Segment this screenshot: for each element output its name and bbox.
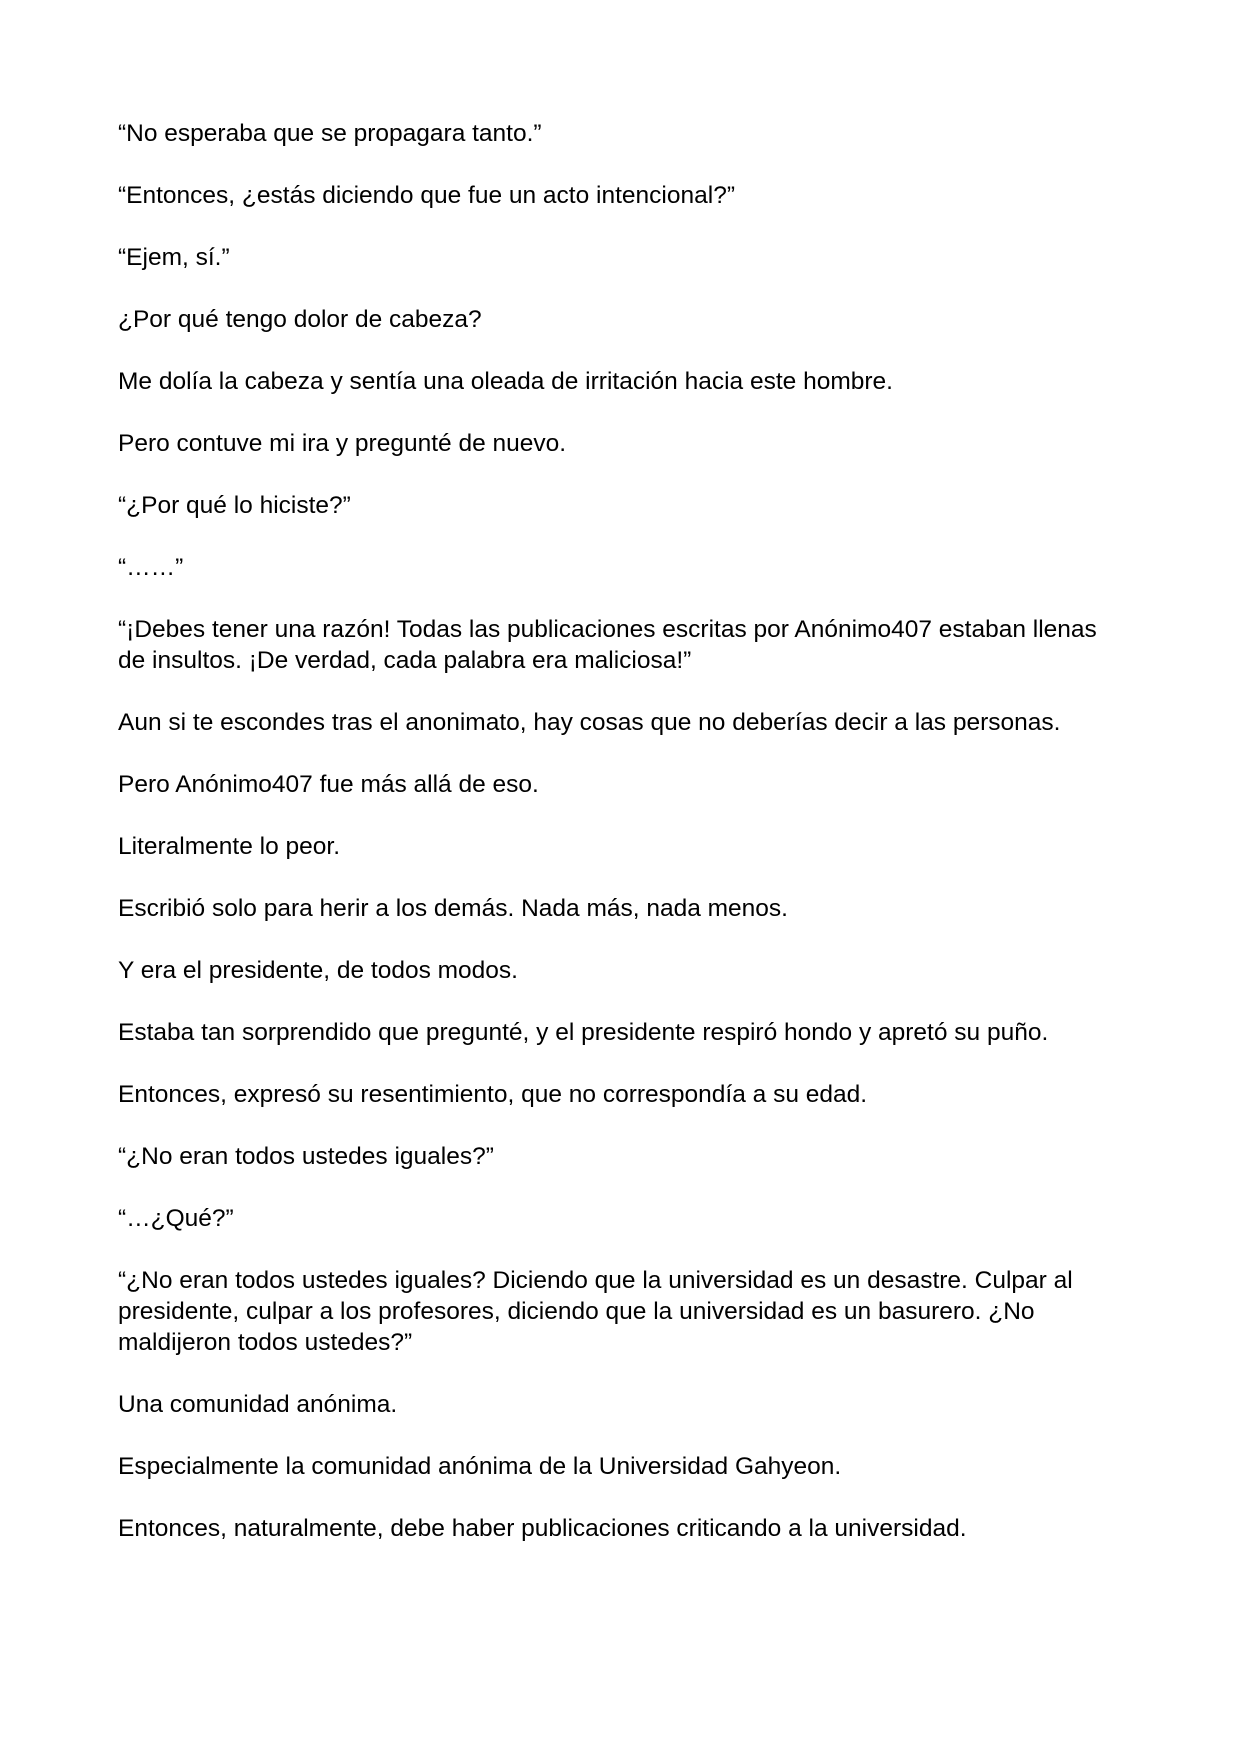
paragraph: “¿No eran todos ustedes iguales? Diciendo que la universidad es un desastre. Culpar al presidente, culpar a los profesores, diciendo que la universidad es un basurero. ¿No maldijeron todos ustedes?” xyxy=(118,1267,1073,1356)
paragraph: Escribió solo para herir a los demás. Nada más, nada menos. xyxy=(118,895,788,922)
paragraph: “…¿Qué?” xyxy=(118,1205,234,1232)
paragraph: Aun si te escondes tras el anonimato, hay cosas que no deberías decir a las personas. xyxy=(118,709,1061,736)
paragraph: Entonces, expresó su resentimiento, que no correspondía a su edad. xyxy=(118,1081,868,1108)
paragraph: “¿No eran todos ustedes iguales?” xyxy=(118,1143,494,1170)
paragraph: Literalmente lo peor. xyxy=(118,833,340,860)
paragraph: “Entonces, ¿estás diciendo que fue un acto intencional?” xyxy=(118,182,735,209)
paragraph: Entonces, naturalmente, debe haber publicaciones criticando a la universidad. xyxy=(118,1515,967,1542)
paragraph: “Ejem, sí.” xyxy=(118,244,230,271)
paragraph: “¿Por qué lo hiciste?” xyxy=(118,492,351,519)
paragraph: Estaba tan sorprendido que pregunté, y el presidente respiró hondo y apretó su puño. xyxy=(118,1019,1049,1046)
paragraph: Pero Anónimo407 fue más allá de eso. xyxy=(118,771,539,798)
paragraph: “No esperaba que se propagara tanto.” xyxy=(118,120,542,147)
paragraph: “¡Debes tener una razón! Todas las publicaciones escritas por Anónimo407 estaban llenas de insultos. ¡De verdad, cada palabra era maliciosa!” xyxy=(118,616,1097,674)
paragraph: ¿Por qué tengo dolor de cabeza? xyxy=(118,306,482,333)
paragraph: Y era el presidente, de todos modos. xyxy=(118,957,518,984)
paragraph: “……” xyxy=(118,554,184,581)
paragraph: Especialmente la comunidad anónima de la Universidad Gahyeon. xyxy=(118,1453,842,1480)
paragraph: Me dolía la cabeza y sentía una oleada de irritación hacia este hombre. xyxy=(118,368,893,395)
paragraph: Pero contuve mi ira y pregunté de nuevo. xyxy=(118,430,567,457)
paragraph: Una comunidad anónima. xyxy=(118,1391,398,1418)
document-body xyxy=(118,118,1118,1575)
